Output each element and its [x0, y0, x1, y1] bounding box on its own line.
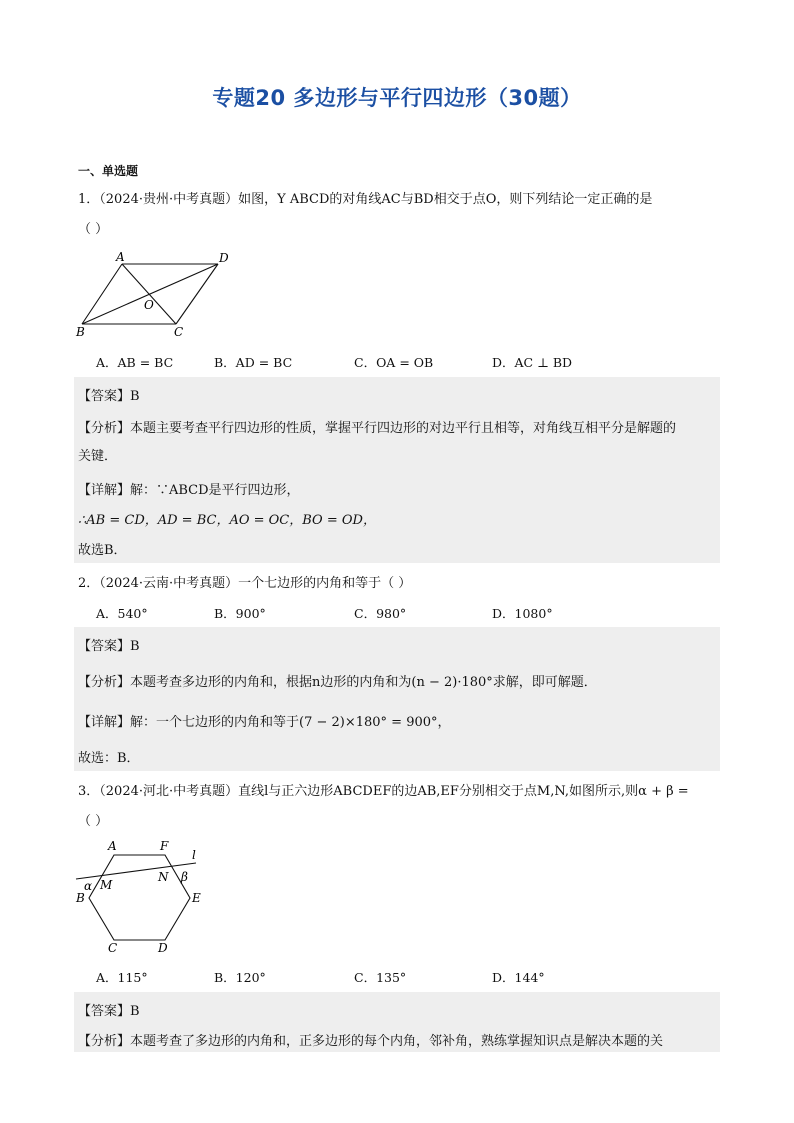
- label-c: C: [174, 325, 184, 339]
- section-heading: 一、单选题: [78, 164, 139, 178]
- option-d: D．1080°: [492, 606, 553, 621]
- detail-1: 【详解】解：∵ABCD是平行四边形，: [78, 483, 300, 498]
- label-a: A: [116, 250, 125, 264]
- question-1-options: [96, 353, 696, 371]
- parallelogram-figure: [72, 248, 242, 340]
- label-b: B: [76, 891, 85, 905]
- question-1-text: 1．（2024·贵州·中考真题）如图，Y ABCD的对角线AC与BD相交于点O，则下列结论一定正确的是: [78, 192, 653, 207]
- label-c: C: [108, 941, 118, 955]
- option-c: C．OA = OB: [354, 355, 434, 370]
- label-a: A: [108, 839, 117, 853]
- answer-2: 【答案】B: [78, 639, 140, 654]
- label-m: M: [100, 878, 113, 892]
- question-2-text: 2．（2024·云南·中考真题）一个七边形的内角和等于（ ）: [78, 576, 412, 591]
- answer-3: 【答案】B: [78, 1004, 140, 1019]
- label-f: F: [160, 839, 169, 853]
- label-o: O: [144, 298, 154, 312]
- option-a: A．AB = BC: [96, 355, 174, 370]
- analysis-3: 【分析】本题考查了多边形的内角和，正多边形的每个内角，邻补角，熟练掌握知识点是解决本题的关: [78, 1034, 664, 1049]
- option-b: B．120°: [214, 970, 266, 985]
- analysis-1-cont: 关键．: [78, 449, 118, 464]
- question-3-options: [96, 968, 696, 986]
- label-d: D: [158, 941, 168, 955]
- question-2-options: [96, 604, 696, 622]
- label-b: B: [76, 325, 85, 339]
- answer-1: 【答案】B: [78, 389, 140, 404]
- label-n: N: [158, 870, 169, 884]
- label-d: D: [219, 251, 229, 265]
- question-1-paren: （ ）: [78, 222, 109, 237]
- hexagon-figure: [72, 835, 222, 960]
- option-d: D．144°: [492, 970, 545, 985]
- analysis-2: 【分析】本题考查多边形的内角和，根据n边形的内角和为(n − 2)·180°求解，即可解题．: [78, 675, 597, 690]
- option-b: B．AD = BC: [214, 355, 293, 370]
- label-e: E: [192, 891, 201, 905]
- option-d: D．AC ⊥ BD: [492, 355, 573, 370]
- label-alpha: α: [84, 879, 93, 893]
- option-b: B．900°: [214, 606, 266, 621]
- answer-block-3: [74, 992, 720, 1052]
- detail-2: 【详解】解：一个七边形的内角和等于(7 − 2)×180° = 900°，: [78, 715, 451, 730]
- conclusion-1: 故选B．: [78, 543, 127, 558]
- option-a: A．540°: [96, 606, 148, 621]
- option-c: C．980°: [354, 606, 407, 621]
- option-c: C．135°: [354, 970, 407, 985]
- detail-1-line2: ∴AB = CD，AD = BC，AO = OC，BO = OD，: [78, 513, 376, 528]
- label-l: l: [192, 848, 196, 862]
- label-beta: β: [181, 870, 188, 884]
- answer-block-1: [74, 377, 720, 563]
- answer-block-2: [74, 627, 720, 771]
- question-3-text: 3．（2024·河北·中考真题）直线l与正六边形ABCDEF的边AB,EF分别相交于点M,N,如图所示,则α + β =: [78, 784, 689, 799]
- conclusion-2: 故选：B．: [78, 751, 140, 766]
- page-title: 专题20 多边形与平行四边形（30题）: [212, 86, 582, 110]
- analysis-1: 【分析】本题主要考查平行四边形的性质，掌握平行四边形的对边平行且相等，对角线互相平分是解题的: [78, 421, 677, 436]
- question-3-paren: （ ）: [78, 814, 109, 829]
- option-a: A．115°: [96, 970, 148, 985]
